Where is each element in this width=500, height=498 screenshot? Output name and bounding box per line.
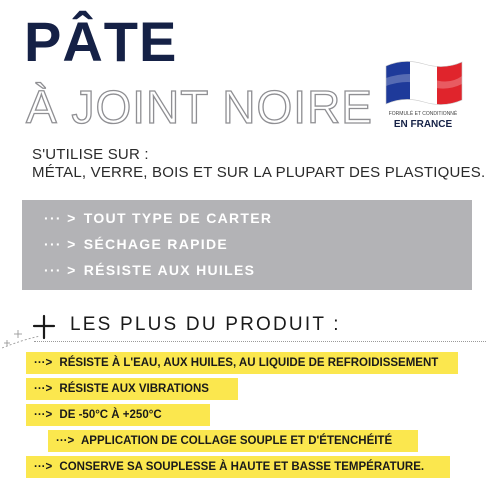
- feature-label: TOUT TYPE DE CARTER: [83, 210, 273, 226]
- feature-marker: ··· >: [44, 236, 77, 252]
- advantage-label: DE -50°C À +250°C: [59, 409, 162, 421]
- flag-caption: EN FRANCE: [393, 119, 453, 130]
- advantage-bar: [48, 430, 418, 452]
- advantage-label: CONSERVE SA SOUPLESSE À HAUTE ET BASSE TEMPÉRATURE.: [59, 461, 425, 473]
- feature-label: RÉSISTE AUX HUILES: [83, 262, 256, 278]
- advantage-label: RÉSISTE À L'EAU, AUX HUILES, AU LIQUIDE DE REFROIDISSEMENT: [59, 357, 439, 369]
- page-title-line-2: À JOINT NOIRE: [26, 81, 373, 133]
- feature-marker: ··· >: [44, 262, 77, 278]
- advantages-title: LES PLUS DU PRODUIT :: [70, 314, 341, 335]
- feature-label: SÉCHAGE RAPIDE: [83, 236, 228, 252]
- made-in-france-badge: [380, 56, 466, 140]
- advantage-marker: ···>: [34, 461, 53, 473]
- advantage-marker: ···>: [34, 409, 53, 421]
- feature-item: [44, 259, 255, 281]
- feature-item: [44, 233, 228, 255]
- plus-decoration-icon: [2, 310, 62, 350]
- french-flag-icon: [380, 56, 466, 112]
- flag-caption-small: FORMULÉ ET CONDITIONNÉ: [388, 111, 458, 117]
- feature-marker: ··· >: [44, 210, 77, 226]
- advantage-label: RÉSISTE AUX VIBRATIONS: [59, 383, 209, 395]
- advantage-bar: [26, 404, 210, 426]
- advantage-bar: [26, 352, 458, 374]
- advantage-marker: ···>: [56, 435, 75, 447]
- advantages-divider: [34, 341, 486, 342]
- page-title-line-1: PÂTE: [24, 10, 178, 73]
- advantage-bar: [26, 378, 238, 400]
- usage-text: MÉTAL, VERRE, BOIS ET SUR LA PLUPART DES PLASTIQUES.: [32, 164, 486, 181]
- usage-heading: S'UTILISE SUR :: [32, 146, 149, 163]
- advantage-bar: [26, 456, 450, 478]
- feature-item: [44, 207, 272, 229]
- advantage-marker: ···>: [34, 383, 53, 395]
- advantage-label: APPLICATION DE COLLAGE SOUPLE ET D'ÉTENCHÉITÉ: [81, 435, 393, 447]
- advantage-marker: ···>: [34, 357, 53, 369]
